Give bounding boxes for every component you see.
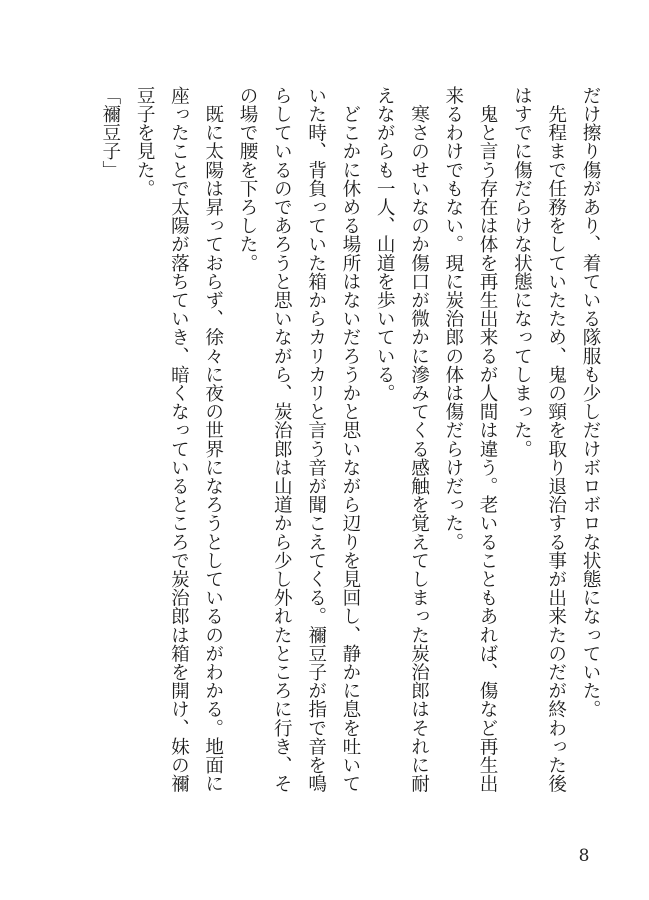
text-column: 来るわけでもない。現に炭治郎の体は傷だらけだった。 — [442, 86, 464, 551]
text-column: らしているのであろうと思いながら、炭治郎は山道から少し外れたところに行き、そ — [271, 86, 293, 793]
text-column: 座ったことで太陽が落ちていき、暗くなっているところで炭治郎は箱を開け、妹の禰 — [168, 86, 190, 793]
text-column: 豆子を見た。 — [134, 86, 156, 198]
vertical-text-body — [92, 86, 607, 802]
text-column: どこかに休める場所はないだろうかと思いながら辺りを見回し、静かに息を吐いて — [339, 86, 361, 793]
page-number: 8 — [578, 846, 590, 866]
text-column: の場で腰を下ろした。 — [237, 86, 259, 272]
text-column: だけ擦り傷があり、着ている隊服も少しだけボロボロな状態になっていた。 — [580, 86, 601, 719]
text-column: 先程まで任務をしていたため、鬼の頸を取り退治する事が出来たのだが終わった後 — [545, 86, 567, 793]
text-column: 鬼と言う存在は体を再生出来るが人間は違う。老いることもあれば、傷など再生出 — [477, 86, 499, 793]
text-column: 寒さのせいなのか傷口が微かに滲みてくる感触を覚えてしまった炭治郎はそれに耐 — [408, 86, 430, 793]
text-column: はすでに傷だらけな状態になってしまった。 — [511, 86, 533, 458]
text-column: いた時、背負っていた箱からカリカリと言う音が聞こえてくる。禰豆子が指で音を鳴 — [305, 86, 327, 793]
text-column: 「禰豆子」 — [99, 86, 121, 179]
text-column: 既に太陽は昇っておらず、徐々に夜の世界になろうとしているのがわかる。地面に — [202, 86, 224, 793]
text-column: えながらも一人、山道を歩いている。 — [374, 86, 396, 403]
